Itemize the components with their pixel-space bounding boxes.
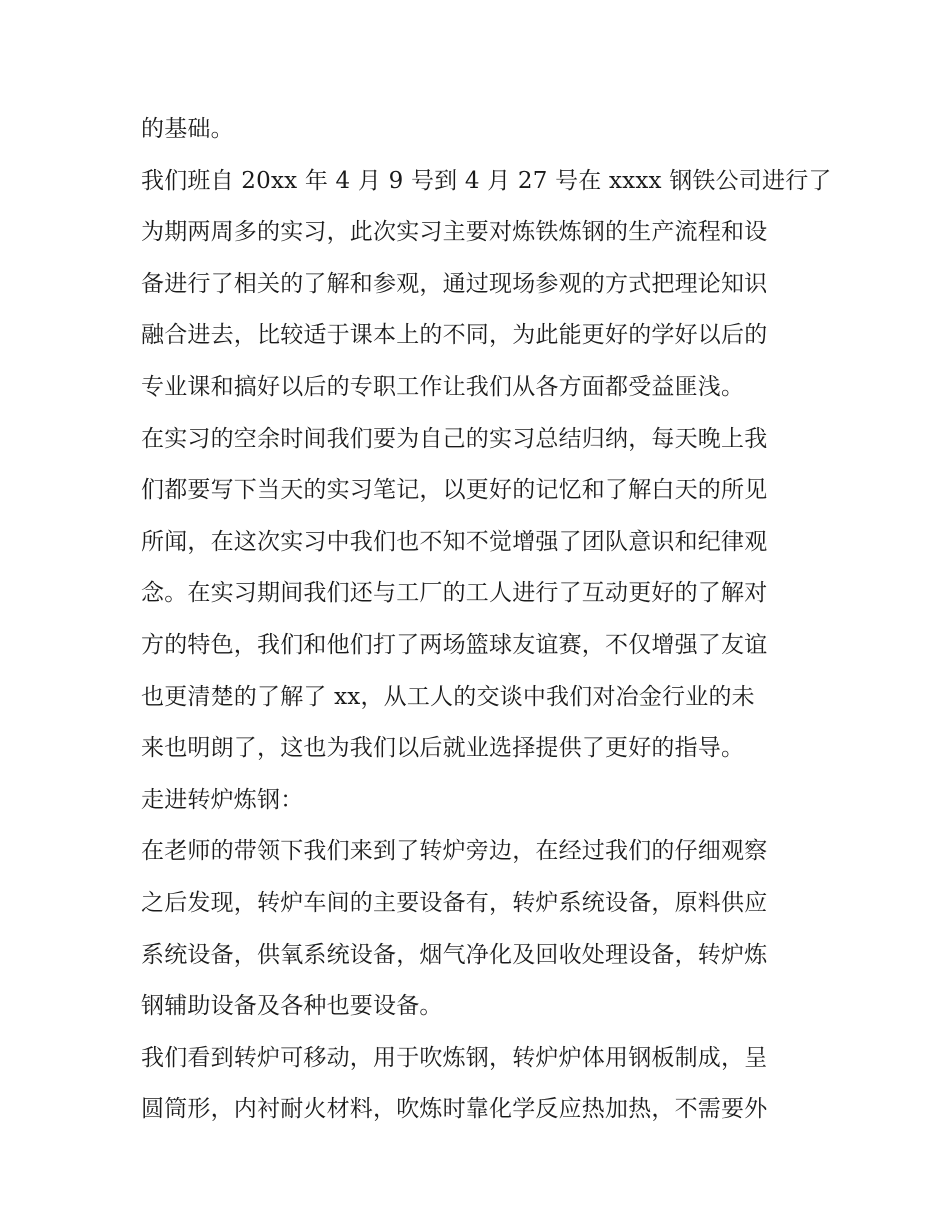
text-line: 之后发现，转炉车间的主要设备有，转炉系统设备，原料供应 — [141, 889, 768, 916]
text-line: 圆筒形，内衬耐火材料，吹炼时靠化学反应热加热，不需要外 — [141, 1096, 768, 1123]
text-line: 来也明朗了，这也为我们以后就业选择提供了更好的指导。 — [141, 735, 745, 762]
text-line: 系统设备，供氧系统设备，烟气净化及回收处理设备，转炉炼 — [141, 941, 768, 968]
text-line: 在实习的空余时间我们要为自己的实习总结归纳，每天晚上我 — [141, 425, 768, 452]
text-line: 念。在实习期间我们还与工厂的工人进行了互动更好的了解对 — [141, 580, 768, 607]
text-line: 的基础。 — [141, 116, 234, 142]
text-line: 我们班自 20xx 年 4 月 9 号到 4 月 27 号在 xxxx 钢铁公司进行了 — [141, 167, 832, 194]
section-heading: 走进转炉炼钢： — [141, 786, 304, 813]
text-line: 也更清楚的了解了 xx，从工人的交谈中我们对冶金行业的未 — [141, 683, 755, 710]
text-line: 我们看到转炉可移动，用于吹炼钢，转炉炉体用钢板制成，呈 — [141, 1044, 768, 1071]
text-line: 融合进去，比较适于课本上的不同，为此能更好的学好以后的 — [141, 322, 768, 349]
text-line: 方的特色，我们和他们打了两场篮球友谊赛，不仅增强了友谊 — [141, 631, 768, 658]
text-line: 在老师的带领下我们来到了转炉旁边，在经过我们的仔细观察 — [141, 838, 768, 865]
text-line: 为期两周多的实习，此次实习主要对炼铁炼钢的生产流程和设 — [141, 219, 768, 246]
text-line: 们都要写下当天的实习笔记，以更好的记忆和了解白天的所见 — [141, 477, 768, 504]
text-line: 钢辅助设备及各种也要设备。 — [141, 993, 443, 1020]
document-body — [141, 104, 832, 1136]
text-line: 备进行了相关的了解和参观，通过现场参观的方式把理论知识 — [141, 270, 768, 297]
text-line: 所闻，在这次实习中我们也不知不觉增强了团队意识和纪律观 — [141, 528, 768, 555]
text-line: 专业课和搞好以后的专职工作让我们从各方面都受益匪浅。 — [141, 373, 745, 400]
